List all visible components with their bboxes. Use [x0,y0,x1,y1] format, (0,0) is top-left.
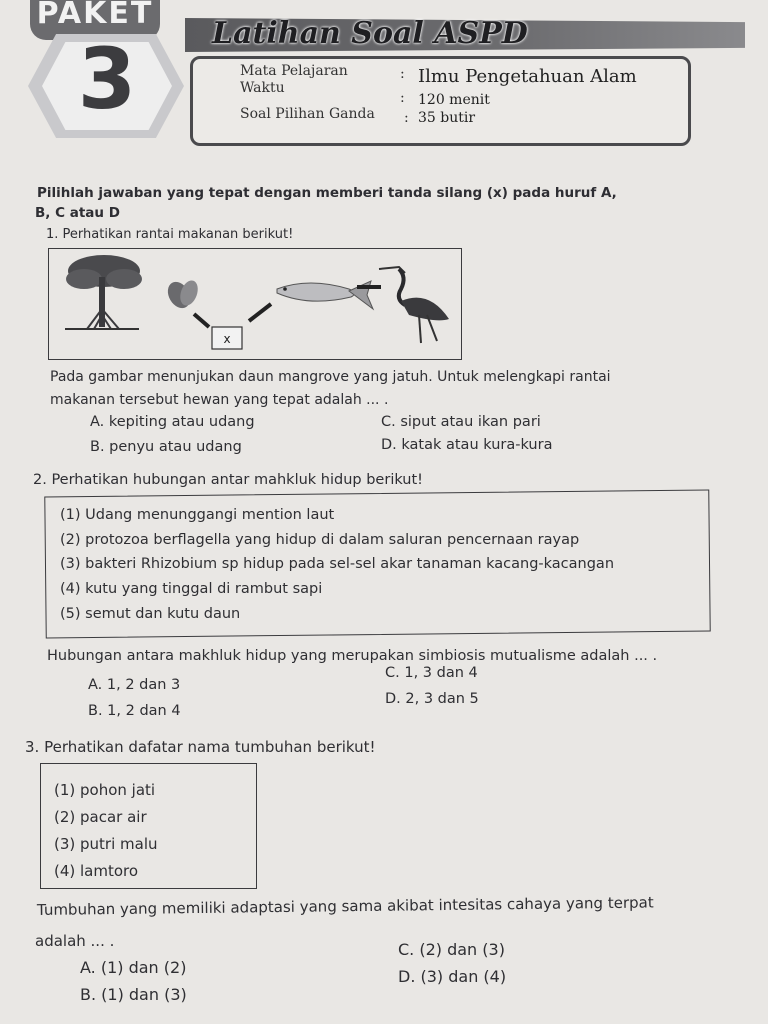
q3-option-d[interactable]: D. (3) dan (4) [398,967,507,986]
q3-stem-line-2: adalah ... . [35,932,115,950]
arrow-icon [194,314,209,327]
q3-plant-3: (3) putri malu [54,835,158,853]
q2-statement-4: (4) kutu yang tinggal di rambut sapi [60,581,323,597]
q3-option-c[interactable]: C. (2) dan (3) [398,940,505,959]
q3-prompt: 3. Perhatikan dafatar nama tumbuhan berikut! [25,738,376,756]
page-title: Latihan Soal ASPD [212,16,528,51]
q1-stem-line-1: Pada gambar menunjukan daun mangrove yang jatuh. Untuk melengkapi rantai [50,369,611,385]
time-label: Waktu [240,80,285,96]
q1-option-c[interactable]: C. siput atau ikan pari [381,414,541,430]
q2-statement-3: (3) bakteri Rhizobium sp hidup pada sel-sel akar tanaman kacang-kacangan [60,556,615,572]
question-count-separator: : [404,110,409,126]
question-count-label: Soal Pilihan Ganda [240,106,375,122]
instruction-line-1: Pilihlah jawaban yang tepat dengan memberi tanda silang (x) pada huruf A, [37,185,617,201]
fallen-leaf-icon [163,278,201,312]
food-chain-illustration [49,249,461,359]
q2-prompt: 2. Perhatikan hubungan antar mahkluk hidup berikut! [33,472,423,488]
q3-stem-line-1: Tumbuhan yang memiliki adaptasi yang sama akibat intesitas cahaya yang terpat [36,893,654,919]
heron-icon [379,267,449,343]
time-value: 120 menit [418,92,490,108]
mangrove-tree-icon [65,255,142,329]
q2-statement-2: (2) protozoa berflagella yang hidup di dalam saluran pencernaan rayap [60,532,580,548]
subject-label: Mata Pelajaran [240,63,348,79]
q2-option-a[interactable]: A. 1, 2 dan 3 [88,677,181,693]
missing-organism-label: x [223,332,231,346]
instruction-line-2: B, C atau D [35,205,120,221]
q2-statement-1: (1) Udang menunggangi mention laut [60,507,335,523]
q2-option-c[interactable]: C. 1, 3 dan 4 [385,665,478,681]
package-number: 3 [77,30,137,128]
q3-plant-4: (4) lamtoro [54,862,139,880]
time-separator: : [400,90,405,106]
q3-plant-1: (1) pohon jati [54,781,156,799]
q2-option-d[interactable]: D. 2, 3 dan 5 [385,691,479,707]
q3-option-b[interactable]: B. (1) dan (3) [80,985,187,1004]
q2-statement-5: (5) semut dan kutu daun [60,606,241,622]
q1-option-d[interactable]: D. katak atau kura-kura [381,437,553,453]
subject-value: Ilmu Pengetahuan Alam [418,66,637,87]
q1-option-b[interactable]: B. penyu atau udang [90,439,242,455]
q1-stem-line-2: makanan tersebut hewan yang tepat adalah ... . [50,392,389,408]
q2-option-b[interactable]: B. 1, 2 dan 4 [88,703,181,719]
q1-option-a[interactable]: A. kepiting atau udang [90,414,255,430]
question-count-value: 35 butir [418,110,476,126]
subject-separator: : [400,66,405,82]
q2-stem: Hubungan antara makhluk hidup yang merupakan simbiosis mutualisme adalah ... . [47,648,658,664]
arrow-icon [249,304,271,321]
q1-prompt: 1. Perhatikan rantai makanan berikut! [46,227,294,242]
food-chain-figure [48,248,462,360]
q3-option-a[interactable]: A. (1) dan (2) [80,958,187,977]
q3-plant-2: (2) pacar air [54,808,147,826]
paket-label: PAKET [36,0,154,31]
